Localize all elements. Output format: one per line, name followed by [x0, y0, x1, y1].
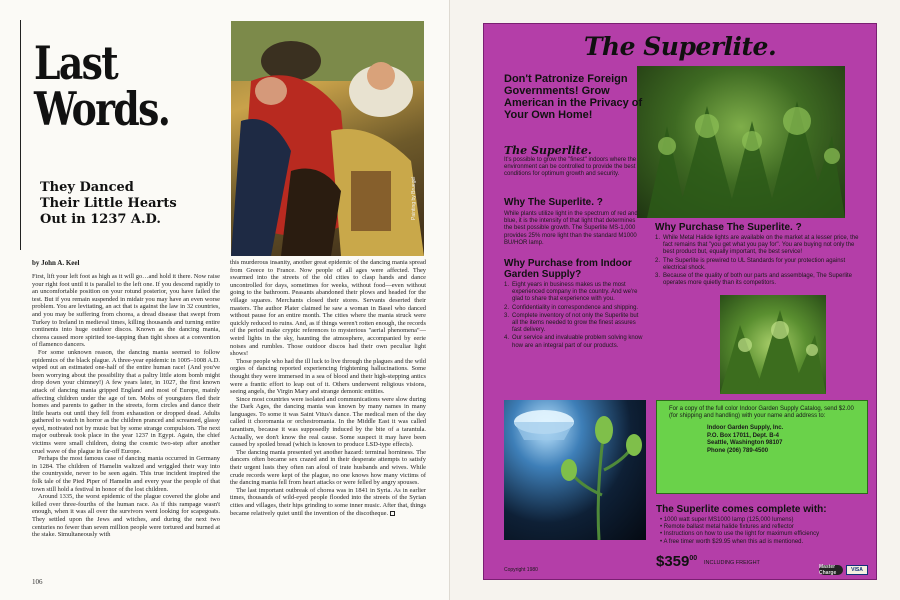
ad-intro-text: It's possible to grow the "finest" indoors where the environment can be controlled to provide the best conditions for optimum growth and security. — [504, 157, 637, 178]
copyright-notice: Copyright 1980 — [504, 567, 538, 573]
why-purchase-heading: Why Purchase The Superlite. ? — [655, 222, 802, 233]
subhead-line-2: Their Little Hearts — [40, 196, 177, 211]
paragraph-3: Perhaps the most famous case of dancing mania occurred in Germany in 1284. The children of Hamelin waltzed and wriggled their way into the countryside, never to be seen again. This true incident inspired the folk tale of the Pied Piper of Hamelin and every year the people of that town still hold a festival in honor of the lost children. — [32, 455, 220, 493]
paragraph-1: First, lift your left foot as high as it will go…and hold it there. Now raise your right foot until it is parallel to the left one. If you descend rapidly to an uncomfortable position on your rotund posterior, you have failed the test. But if you remain suspended in midair you may have an even worse problem. You are levitating, an act that is against the law in 32 countries, and you may be suffering from chorea, a dread disease that swept from Turkey to Ireland in medieval times, killing thousands and turning entire continents into huge outdoor discos. Known as the dancing mania, chorea caused more spirited toe-tapping than tight shoes at a convention of flamenco dancers. — [32, 273, 220, 349]
painting-illustration — [231, 21, 424, 256]
catalog-offer-text: For a copy of the full color Indoor Garden Supply Catalog, send $2.00 (for shipping and handling) with your name and address to: — [669, 406, 854, 420]
ad-headline: Don't Patronize Foreign Governments! Grow American in the Privacy of Your Own Home! — [504, 73, 643, 121]
catalog-offer-box — [656, 400, 868, 494]
right-page — [450, 0, 900, 600]
why-superlite-text: While plants utilize light in the spectrum of red and blue, it is the intensity of that light that determines the best possible growth. The Superlite MS-1,000 provides 25% more light than the standard M1000 BU/HOR lamp. — [504, 211, 638, 246]
company-phone: Phone (206) 789-4500 — [707, 447, 769, 454]
paragraph-8: The dancing mania presented yet another hazard: terminal horniness. The dancers often became sex crazed and in their desperate attempts to satisfy their urgent lusts they often ran afoul of irate husbands and wives. While crude records were kept of the plague, no one knows how many victims of the dancing mania fell from heart attacks or were felled by angry spouses. — [230, 448, 426, 487]
title-line-2: Words. — [34, 82, 170, 136]
list-item: • 1000 watt super MS1000 lamp (125,000 lumens) — [660, 517, 794, 523]
list-item: • Remote ballast metal halide fixtures and reflector — [660, 524, 794, 531]
company-po-box: P.O. Box 17011, Dept. B-4 — [707, 432, 779, 439]
lamp-illustration — [504, 400, 646, 540]
list-item: 2. The Superlite is prewired to UL Standards for your protection against electrical shock. — [655, 257, 846, 271]
paragraph-9: The last important outbreak of chorea was in 1841 in Syria. As in earlier times, thousands of wild-eyed people flooded into the streets of the Syrian cities and villages, their hips grinding to some inner music. After that, things became relatively quiet until the invention of the discotheque. — [230, 486, 426, 517]
page-number: 106 — [32, 578, 43, 586]
company-address — [657, 420, 867, 455]
list-item: 1. While Metal Halide lights are available on the market at a lesser price, the fact remains that "you get what you pay for". You are buying not only the best product but, equally important, the best service! — [655, 235, 859, 256]
list-item: 3. Because of the quality of both our parts and assemblage, The Superlite operates more quietly than its competitors. — [655, 273, 853, 287]
mastercard-logo: Master Charge — [819, 565, 843, 575]
superlite-advertisement — [483, 23, 877, 580]
list-item: 3. Complete inventory of not only the Superlite but all the items needed to grow the finest assures fast delivery. — [504, 312, 639, 334]
visa-logo: VISA — [846, 565, 868, 575]
superlite-lamp-photo — [504, 400, 646, 540]
list-item: • Instructions on how to use the light for maximum efficiency — [660, 531, 820, 538]
complete-with-list — [660, 517, 870, 546]
list-item: • A free timer worth $29.95 when this ad is mentioned. — [660, 538, 804, 545]
title-line-1: Last — [34, 36, 118, 90]
plants-illustration — [637, 66, 845, 218]
list-item: 1. Eight years in business makes us the most experienced company in the country. And we're glad to share that experience with you. — [504, 282, 638, 303]
company-city: Seattle, Washington 98107 — [707, 440, 783, 447]
indoor-garden-list — [504, 282, 644, 351]
title-rule — [20, 20, 21, 250]
paragraph-4: Around 1335, the worst epidemic of the plague covered the globe and killed over three-fourths of the human race. As if this rampage wasn't enough, when it was all over the survivors went looking for scapegoats. They settled upon the Jews and witches, and during the next two centuries no fewer than seven million people were tortured and burned at the stake. Simultaneously with — [32, 493, 220, 539]
complete-with-heading: The Superlite comes complete with: — [656, 504, 827, 515]
article-column-2 — [230, 259, 426, 589]
paragraph-7: Since most countries were isolated and communications were slow during the Dark Ages, the dancing mania was known by many names in many languages. To some it was Saint Vitus's dance. The medical men of the day called it choromania or orchestromania. In the Middle East it was called tarantism, because it was supposedly induced by the bite of a tarantula. Actually, we don't know the real cause. Some suspect it may have been caused by spoiled bread (which is known to produce LSD-type effects). — [230, 395, 426, 449]
why-superlite-heading: Why The Superlite. ? — [504, 197, 603, 208]
photo-credit: Painting by Bruegel — [411, 176, 417, 220]
superlite-logo: The Superlite. — [583, 32, 777, 61]
paragraph-2: For some unknown reason, the dancing mania seemed to follow epidemics of the black plague. A three-year epidemic in 1005–1008 A.D. wiped out an estimated one-half of the entire human race! (And you've been worrying about the possibility that a paltry little atom bomb might drop down your chimney!) A few years later, in 1027, the first known attack of dancing mania gripped England and most of Europe, mainly affecting children under the age of ten. Mobs of youngsters fled their homes and parents to gather in the streets, form circles and dance their little hearts out until they fell from exhaustion or dropped dead. Adults gathered to watch in horror as the children pranced and screamed, glassy eyed, motivated not by music but by some strange compulsion. The next major outbreak took place in the year 1237 in Egypt. Again, the chief victims were small children, doing the cosmic two-step after another cruel wave of the plague in far-off Europe. — [32, 348, 220, 455]
plant-closeup-photo — [720, 295, 826, 394]
list-item: 4. Our service and invaluable problem solving know how are an integral part of our products. — [504, 335, 643, 349]
bruegel-painting-photo — [231, 21, 424, 256]
ad-brand-heading: The Superlite. — [504, 144, 592, 157]
paragraph-6: Those people who had the ill luck to live through the plagues and the wild orgies of dancing reported experiencing frightening hallucinations. Some thought they were immersed in a sea of blood and their high-stepping antics were a frantic effort to leap out of it. Others underwent religious visions, seeing angels, the Virgin Mary and strange demonic entities. — [230, 357, 426, 396]
article-title — [34, 36, 170, 136]
plants-photo — [637, 66, 845, 218]
price: $\$359^{00}$ — [656, 553, 698, 570]
price-note: INCLUDING FREIGHT — [704, 560, 760, 566]
why-purchase-list — [655, 235, 865, 288]
indoor-garden-heading: Why Purchase from Indoor Garden Supply? — [504, 258, 632, 280]
subhead-line-1: They Danced — [40, 180, 134, 195]
list-item: 2. Confidentiality in correspondence and shipping. — [504, 304, 639, 311]
subhead-line-3: Out in 1237 A.D. — [40, 212, 161, 227]
article-column-1 — [32, 266, 220, 581]
company-name: Indoor Garden Supply, Inc. — [707, 425, 784, 432]
end-mark-icon — [390, 511, 395, 516]
byline: by John A. Keel — [32, 259, 80, 267]
paragraph-5: this murderous insanity, another great epidemic of the dancing mania spread from Greece to France. Now people of all ages were affected. They swarmed into the streets of the old cities to clasp hands and dance uncontrolled for days, sometimes for weeks, without food—even without going to the bathroom. Peasants abandoned their plows and headed for the village squares. Merchants closed their stores. Servants deserted their masters. The author Plater claimed he saw a woman in Basel who danced without pause for an entire month. The cities where the mania struck were quickly reduced to ruins. And, as if things weren't rotten enough, the records of the period make cryptic references to mysterious "aerial phenomena"—weird lights in the sky, haunting the atmosphere, accompanied by eerie noises and rumbles. Those outdoor discos had their own peculiar light shows! — [230, 259, 426, 358]
plant-closeup-illustration — [720, 295, 826, 394]
article-subhead — [40, 180, 177, 228]
